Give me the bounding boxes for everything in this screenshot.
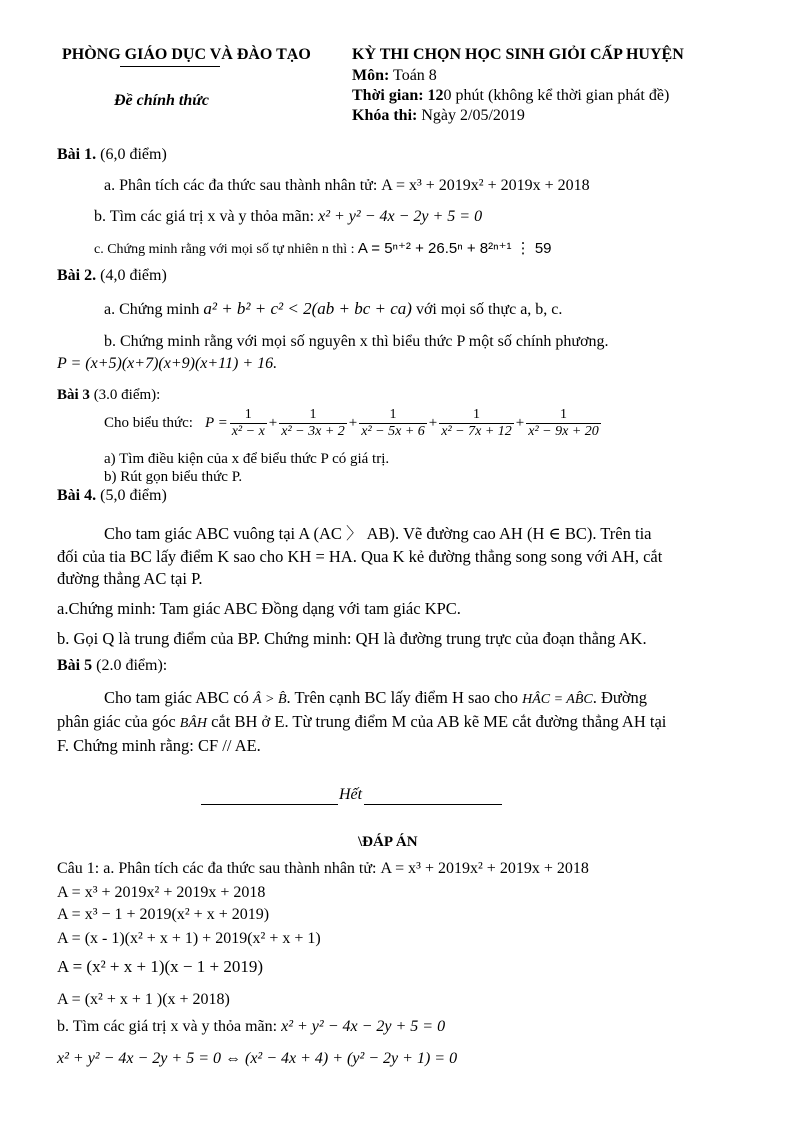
- bai1-b-math: x² + y² − 4x − 2y + 5 = 0: [318, 208, 483, 225]
- bai3-fraction-4: $\frac{1}{\text{x² − 7x + 12}}$: [441, 407, 512, 439]
- bai3-expression: [104, 407, 603, 440]
- bai1-a-math: A = x³ + 2019x² + 2019x + 2018: [381, 177, 590, 194]
- answer-b-math: x² + y² − 4x − 2y + 5 = 0: [281, 1018, 446, 1035]
- bai2-heading: [57, 267, 167, 285]
- subject-label: Môn:: [352, 67, 390, 84]
- time-rest: 0 phút (không kể thời gian phát đề): [443, 87, 670, 104]
- bai5-heading: [57, 657, 167, 675]
- answer-q1: [57, 860, 589, 878]
- date-label: Khóa thi:: [352, 107, 418, 124]
- bai4-line1: Cho tam giác ABC vuông tại A (AC 〉 AB). Vẽ đường cao AH (H ∈ BC). Trên tia: [104, 524, 652, 543]
- bai5-line2: [57, 712, 666, 732]
- answer-step-5: A = (x² + x + 1 )(x + 2018): [57, 991, 230, 1008]
- subject-value: Toán 8: [393, 67, 437, 84]
- bai1-c: [94, 239, 552, 258]
- bai1-b-text: b. Tìm các giá trị x và y thỏa mãn:: [94, 208, 315, 225]
- subject-line: [352, 67, 437, 85]
- answer-step-1: A = x³ + 2019x² + 2019x + 2018: [57, 884, 266, 901]
- end-rule-right: [364, 804, 502, 805]
- bai3-a: a) Tìm điều kiện của x để biểu thức P có giá trị.: [104, 451, 390, 467]
- time-bold: 12: [427, 87, 444, 104]
- bai5-line1c: . Đường: [592, 688, 648, 707]
- exam-title: KỲ THI CHỌN HỌC SINH GIỎI CẤP HUYỆN: [352, 46, 684, 63]
- answer-q1-text: Câu 1: a. Phân tích các đa thức sau thành nhân tử:: [57, 860, 377, 877]
- end-rule-left: [201, 804, 338, 805]
- plus-sign: +: [348, 415, 358, 431]
- bai4-title: Bài 4.: [57, 487, 97, 504]
- bai5-line1a: Cho tam giác ABC có: [104, 688, 249, 707]
- answer-title: \ĐÁP ÁN: [358, 834, 418, 850]
- bai5-angle-compare: Â > B̂: [252, 692, 287, 707]
- bai2-title: Bài 2.: [57, 267, 97, 284]
- answer-b-text: b. Tìm các giá trị x và y thỏa mãn:: [57, 1018, 278, 1035]
- answer-step-2: A = x³ − 1 + 2019(x² + x + 2019): [57, 906, 270, 923]
- answer-b: [57, 1018, 445, 1036]
- bai4-b: b. Gọi Q là trung điểm của BP. Chứng minh: QH là đường trung trực của đoạn thẳng AK.: [57, 629, 647, 648]
- official-label: Đề chính thức: [114, 92, 209, 109]
- bai5-line1: [104, 688, 647, 708]
- bai5-line1b: . Trên cạnh BC lấy điểm H sao cho: [286, 688, 518, 707]
- answer-q1-math: A = x³ + 2019x² + 2019x + 2018: [380, 860, 589, 877]
- bai3-fraction-5: $\frac{1}{\text{x² − 9x + 20}}$: [528, 407, 599, 439]
- plus-sign: +: [428, 415, 438, 431]
- bai1-title: Bài 1.: [57, 146, 97, 163]
- bai3-intro: Cho biểu thức:: [104, 415, 193, 431]
- date-value: Ngày 2/05/2019: [421, 107, 525, 124]
- bai3-fraction-1: $\frac{1}{\text{x² − x}}$: [231, 407, 265, 439]
- bai2-a-math: a² + b² + c² < 2(ab + bc + ca): [203, 299, 412, 318]
- bai5-line2a: phân giác của góc: [57, 712, 176, 731]
- bai3-b: b) Rút gọn biểu thức P.: [104, 469, 243, 485]
- bai1-a-text: a. Phân tích các đa thức sau thành nhân tử:: [104, 177, 378, 194]
- bai2-b-text: b. Chứng minh rằng với mọi số nguyên x thì biểu thức P một số chính phương.: [104, 333, 609, 350]
- end-text: Hết: [339, 786, 363, 803]
- bai2-points: (4,0 điểm): [100, 267, 167, 284]
- bai1-heading: [57, 146, 167, 164]
- bai2-a-tail: với mọi số thực a, b, c.: [415, 301, 563, 318]
- bai4-line2: đối của tia BC lấy điểm K sao cho KH = HA. Qua K kẻ đường thẳng song song với AH, cắt: [57, 547, 663, 566]
- bai3-heading: [57, 387, 160, 404]
- bai5-line3: F. Chứng minh rằng: CF // AE.: [57, 736, 261, 755]
- plus-sign: +: [268, 415, 278, 431]
- bai5-line2b: cắt BH ở E. Từ trung điểm M của AB kẽ ME cắt đường thẳng AH tại: [211, 712, 667, 731]
- plus-sign: +: [515, 415, 525, 431]
- bai4-line3: đường thẳng AC tại P.: [57, 569, 203, 588]
- bai2-b-math: P = (x+5)(x+7)(x+9)(x+11) + 16.: [57, 355, 278, 372]
- bai1-b: [94, 208, 482, 226]
- bai2-a: [104, 299, 562, 319]
- header-rule: [120, 66, 220, 67]
- bai4-points: (5,0 điểm): [100, 487, 167, 504]
- date-line: [352, 107, 525, 125]
- bai3-p-label: P =: [204, 415, 228, 431]
- bai3-points: (3.0 điểm):: [93, 387, 161, 403]
- bai3-fraction-3: $\frac{1}{\text{x² − 5x + 6}}$: [361, 407, 425, 439]
- department-name: PHÒNG GIÁO DỤC VÀ ĐÀO TẠO: [62, 46, 311, 63]
- answer-b-line: x² + y² − 4x − 2y + 5 = 0 ⇔ (x² − 4x + 4) + (y² − 2y + 1) = 0: [57, 1050, 458, 1067]
- bai2-a-text: a. Chứng minh: [104, 301, 200, 318]
- bai3-title: Bài 3: [57, 387, 90, 403]
- bai5-angle-bah: BÂH: [179, 716, 207, 731]
- bai1-c-text: c. Chứng minh rằng với mọi số tự nhiên n thì :: [94, 242, 355, 257]
- bai5-title: Bài 5: [57, 657, 93, 674]
- answer-step-4: A = (x² + x + 1)(x − 1 + 2019): [57, 957, 264, 976]
- time-label: Thời gian:: [352, 87, 424, 104]
- bai1-c-math: A = 5ⁿ⁺² + 26.5ⁿ + 8²ⁿ⁺¹ ⋮ 59: [357, 240, 552, 257]
- bai4-a: a.Chứng minh: Tam giác ABC Đồng dạng với tam giác KPC.: [57, 599, 461, 618]
- bai3-fraction-2: $\frac{1}{\text{x² − 3x + 2}}$: [281, 407, 345, 439]
- bai5-angle-equal: HÂC = AB̂C: [522, 692, 593, 707]
- bai1-a: [104, 177, 590, 195]
- bai4-heading: [57, 487, 167, 505]
- answer-step-3: A = (x - 1)(x² + x + 1) + 2019(x² + x + 1): [57, 930, 321, 947]
- time-line: [352, 87, 669, 105]
- bai5-points: (2.0 điểm):: [96, 657, 168, 674]
- bai1-points: (6,0 điểm): [100, 146, 167, 163]
